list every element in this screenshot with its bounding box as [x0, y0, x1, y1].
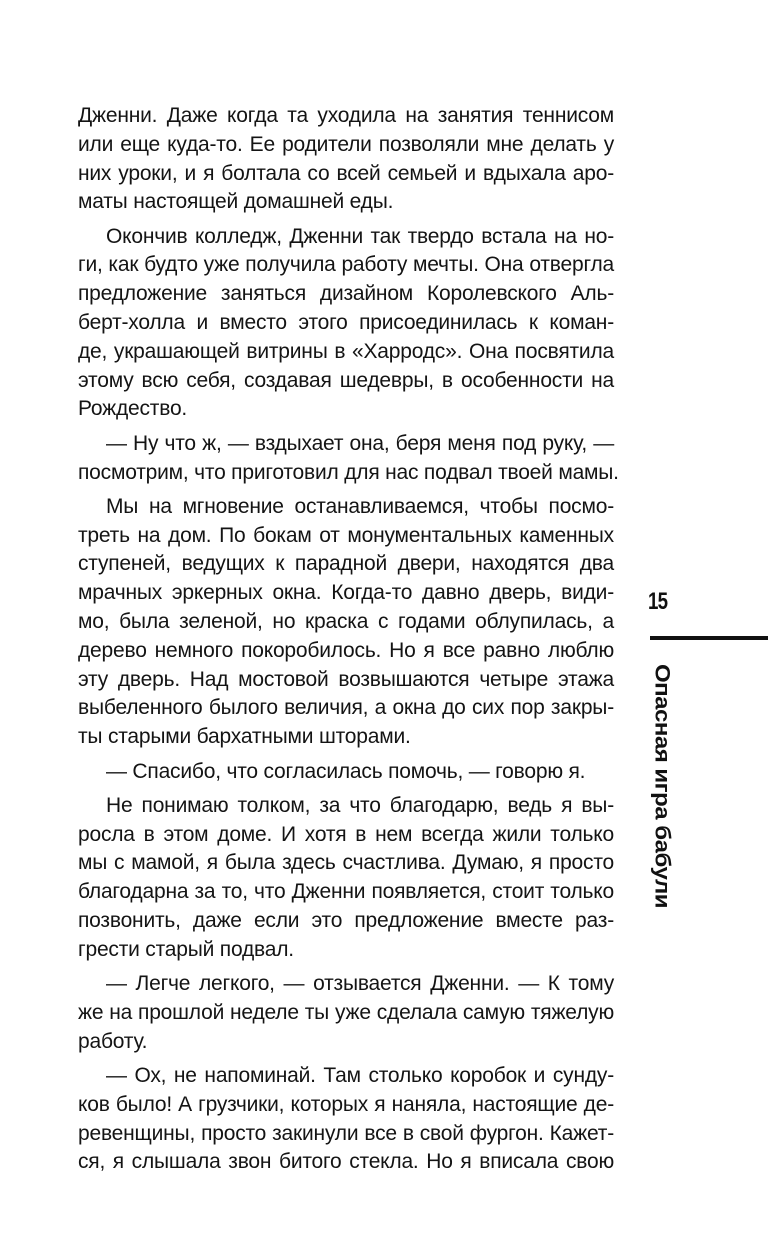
text-line: этому всю себя, создавая шедевры, в особенности на [78, 368, 614, 392]
text-line: Не понимаю толком, за что благодарю, ведь я вы- [106, 793, 614, 817]
text-line: мрачных эркерных окна. Когда-то давно дверь, види- [78, 581, 614, 605]
text-line: Мы на мгновение останавливаемся, чтобы посмо- [106, 494, 614, 518]
text-line: ревенщины, просто закинули все в свой фургон. Кажет- [78, 1121, 614, 1145]
text-line: ступеней, ведущих к парадной двери, находятся два [78, 552, 614, 576]
text-line: — Ну что ж, — вздыхает она, беря меня под руку, — [106, 431, 614, 455]
running-title: Опасная игра бабули [649, 664, 675, 909]
text-line: де, украшающей витрины в «Харродс». Она посвятила [78, 339, 614, 363]
text-line: работу. [78, 1029, 148, 1053]
body-text [78, 102, 619, 1177]
text-line: ги, как будто уже получила работу мечты. Она отвергла [78, 253, 614, 277]
text-line: позвонить, даже если это предложение вместе раз- [78, 909, 614, 933]
page-number-divider [650, 636, 768, 640]
text-line: берт-холла и вместо этого присоединилась к коман- [78, 311, 614, 335]
text-line: — Ох, не напоминай. Там столько коробок и сунду- [106, 1064, 614, 1087]
text-line: эту дверь. Над мостовой возвышаются четыре этажа [78, 667, 614, 691]
text-line: ков было! А грузчики, которых я наняла, настоящие де- [78, 1092, 614, 1116]
text-line: Дженни. Даже когда та уходила на занятия теннисом [78, 104, 614, 127]
text-line: мы с мамой, я была здесь счастлива. Думаю, я просто [78, 851, 614, 875]
text-line: или еще куда-то. Ее родители позволяли мне делать у [78, 132, 614, 156]
text-line: маты настоящей домашней еды. [78, 190, 394, 214]
text-line: посмотрим, что приготовил для нас подвал твоей мамы. [78, 460, 619, 484]
text-line: благодарна за то, что Дженни появляется, стоит только [78, 880, 614, 904]
text-line: ты старыми бархатными шторами. [78, 725, 411, 749]
text-line: них уроки, и я болтала со всей семьей и вдыхала аро- [78, 161, 614, 185]
text-line: росла в этом доме. И хотя в нем всегда жили только [78, 822, 614, 846]
text-line: же на прошлой неделе ты уже сделала самую тяжелую [78, 1000, 614, 1024]
text-line: выбеленного былого величия, а окна до сих пор закры- [78, 696, 614, 720]
text-line: мо, была зеленой, но краска с годами облупилась, а [78, 610, 614, 634]
text-line: треть на дом. По бокам от монументальных каменных [78, 523, 614, 547]
text-line: предложение заняться дизайном Королевского Аль- [78, 282, 614, 306]
text-line: — Спасибо, что согласилась помочь, — говорю я. [106, 759, 586, 783]
text-line: Окончив колледж, Дженни так твердо встала на но- [106, 224, 614, 248]
page-number: 15 [648, 588, 668, 615]
text-line: Рождество. [78, 397, 188, 421]
text-line: — Легче легкого, — отзывается Дженни. — К тому [106, 972, 614, 996]
text-line: грести старый подвал. [78, 937, 294, 961]
text-line: ся, я слышала звон битого стекла. Но я вписала свою [78, 1150, 614, 1174]
text-line: дерево немного покоробилось. Но я все равно люблю [78, 638, 614, 662]
